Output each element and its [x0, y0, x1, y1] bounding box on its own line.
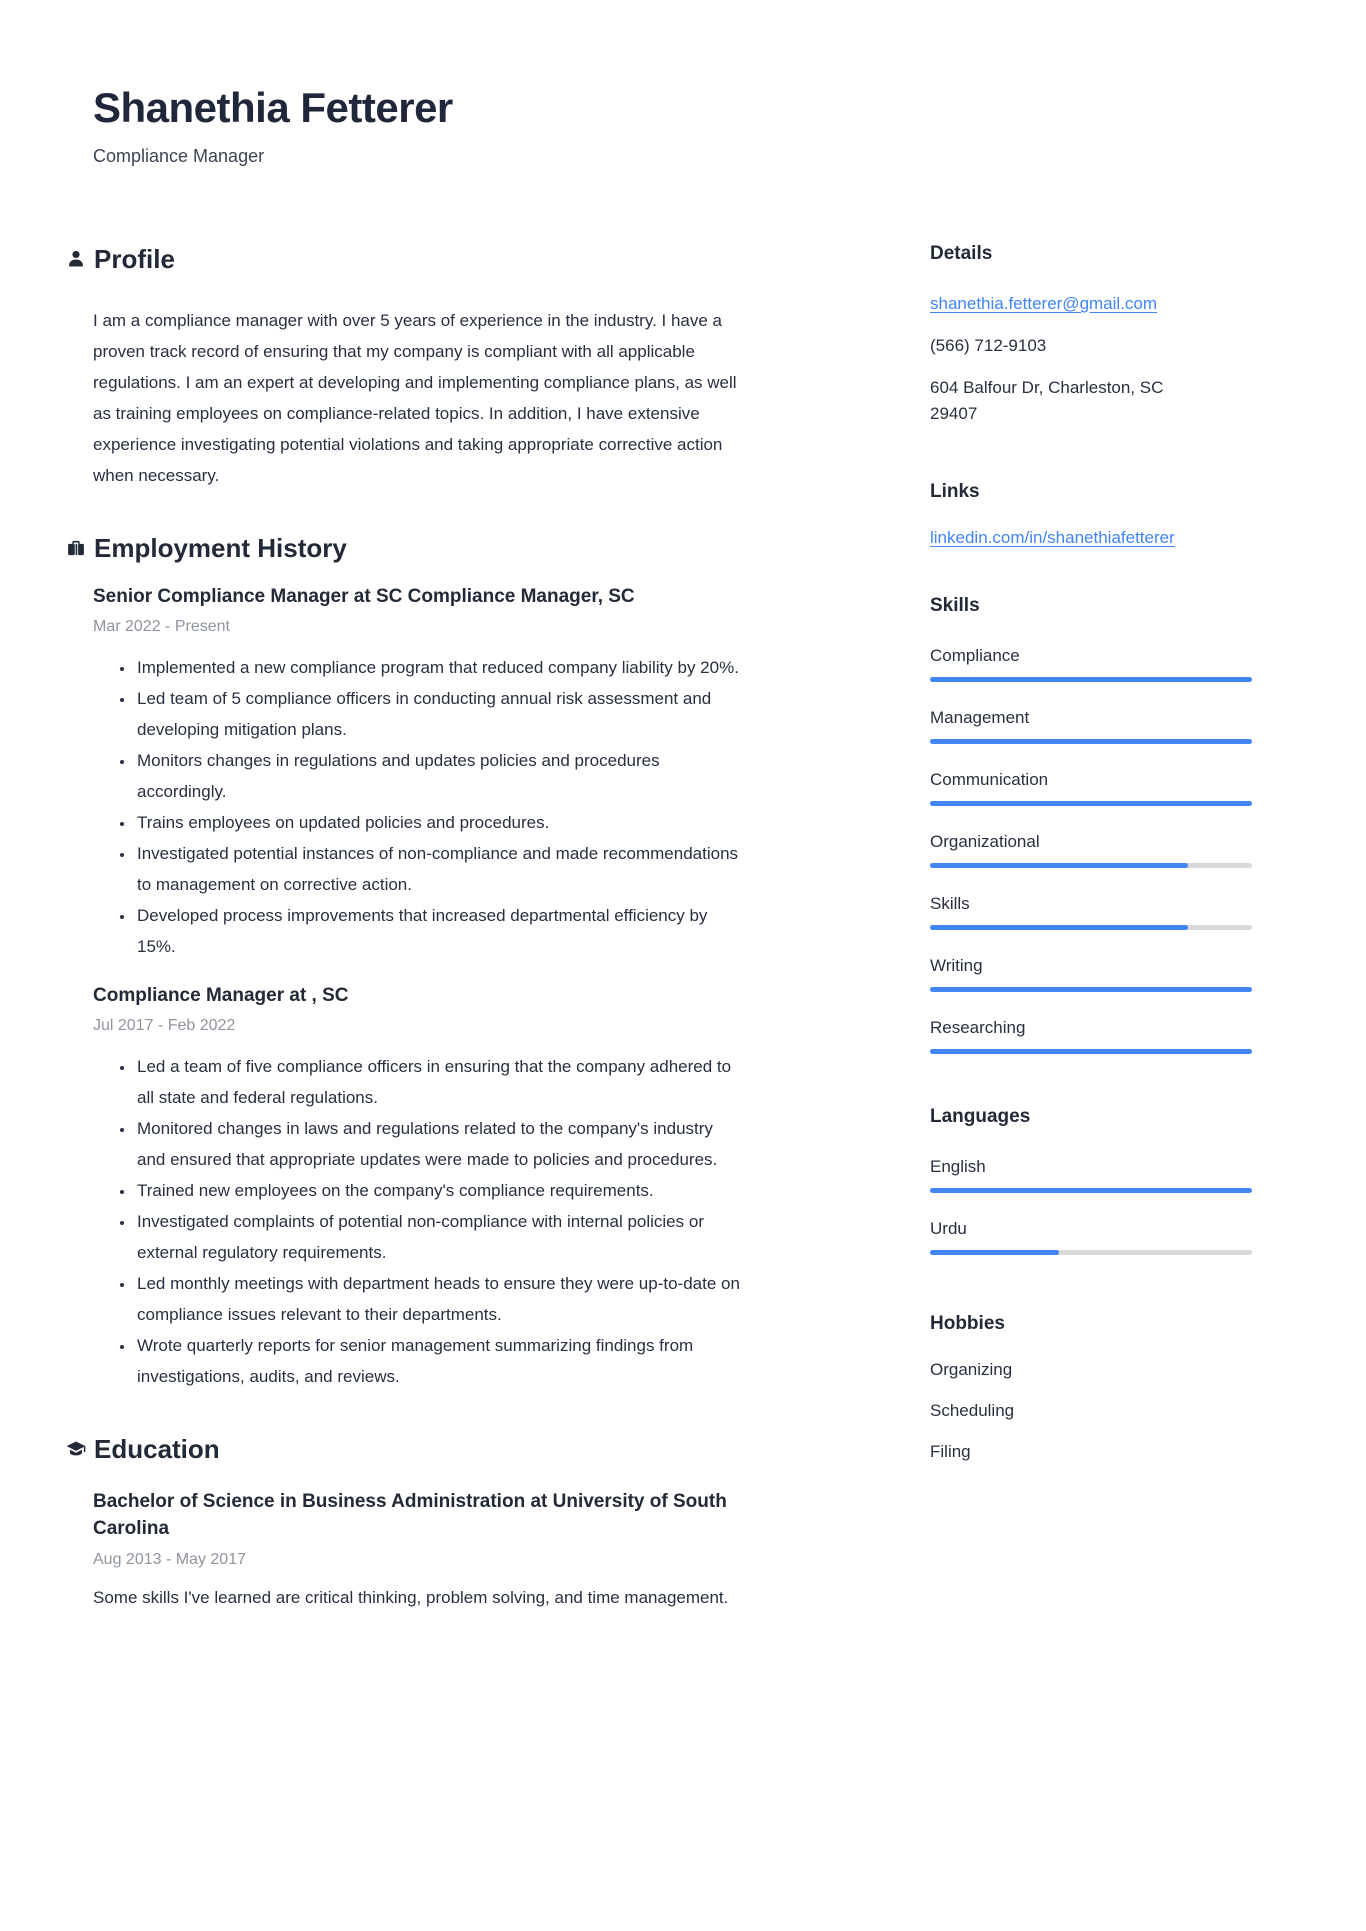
- language-bar: [930, 1188, 1252, 1193]
- skill-bar-fill: [930, 863, 1188, 868]
- education-section: [65, 1434, 740, 1613]
- job-bullet: • Trained new employees on the company's compliance requirements.: [135, 1175, 740, 1206]
- job-entry-senior-compliance-manager: [65, 585, 740, 962]
- language-bar-fill: [930, 1250, 1059, 1255]
- job-bullet: • Trains employees on updated policies and procedures.: [135, 807, 740, 838]
- skill-bar: [930, 925, 1252, 930]
- language-row: [930, 1155, 1252, 1193]
- briefcase-icon: [65, 537, 87, 559]
- hobbies-heading: Hobbies: [930, 1313, 1005, 1334]
- address-line-2: 29407: [930, 404, 978, 423]
- skill-row: [930, 706, 1252, 744]
- skill-label: Researching: [930, 1018, 1026, 1037]
- job-entry-compliance-manager: [65, 984, 740, 1392]
- profile-heading: Profile: [94, 244, 175, 274]
- hobby-list: [930, 1358, 1252, 1464]
- skill-bar: [930, 863, 1252, 868]
- linkedin-link[interactable]: linkedin.com/in/shanethiafetterer: [930, 528, 1175, 547]
- skill-bar-fill: [930, 801, 1252, 806]
- degree-title: Bachelor of Science in Business Administration at University of South Carolina: [93, 1491, 727, 1539]
- skill-row: [930, 830, 1252, 868]
- employment-heading: Employment History: [94, 533, 347, 563]
- education-heading: Education: [94, 1434, 220, 1464]
- skill-bar-fill: [930, 677, 1252, 682]
- language-bar-fill: [930, 1188, 1252, 1193]
- education-dates: Aug 2013 - May 2017: [93, 1551, 246, 1568]
- skill-label: Skills: [930, 894, 970, 913]
- skill-bar-fill: [930, 925, 1188, 930]
- job-dates: Jul 2017 - Feb 2022: [93, 1017, 236, 1034]
- skill-row: [930, 768, 1252, 806]
- languages-heading: Languages: [930, 1106, 1031, 1127]
- resume-header: [65, 86, 740, 169]
- sidebar: [930, 86, 1252, 1464]
- job-bullet: • Led team of 5 compliance officers in conducting annual risk assessment and developing mitigation plans.: [135, 683, 740, 745]
- job-bullet: • Implemented a new compliance program that reduced company liability by 20%.: [135, 652, 740, 683]
- person-name: Shanethia Fetterer: [93, 84, 453, 131]
- skill-label: Organizational: [930, 832, 1040, 851]
- hobby-item: Scheduling: [930, 1401, 1015, 1420]
- job-bullet: • Investigated complaints of potential non-compliance with internal policies or external regulatory requirements.: [135, 1206, 740, 1268]
- job-bullet-list: [93, 1051, 740, 1392]
- details-heading: Details: [930, 243, 993, 264]
- skill-bar: [930, 987, 1252, 992]
- skill-bar: [930, 677, 1252, 682]
- language-bar: [930, 1250, 1252, 1255]
- skill-row: [930, 954, 1252, 992]
- skill-row: [930, 1016, 1252, 1054]
- job-bullet-list: [93, 652, 740, 962]
- skill-label: Compliance: [930, 646, 1020, 665]
- job-bullet: • Developed process improvements that increased departmental efficiency by 15%.: [135, 900, 740, 962]
- skill-row: [930, 892, 1252, 930]
- job-bullet: • Led a team of five compliance officers in ensuring that the company adhered to all state and federal regulations.: [135, 1051, 740, 1113]
- hobby-item: Organizing: [930, 1360, 1013, 1379]
- profile-section: [65, 244, 740, 491]
- skill-row: [930, 644, 1252, 682]
- job-title: Compliance Manager at , SC: [93, 985, 349, 1006]
- language-label: English: [930, 1157, 986, 1176]
- job-bullet: • Wrote quarterly reports for senior management summarizing findings from investigations, audits, and reviews.: [135, 1330, 740, 1392]
- education-description: Some skills I've learned are critical thinking, problem solving, and time management.: [93, 1588, 729, 1607]
- job-bullet: • Led monthly meetings with department heads to ensure they were up-to-date on compliance issues relevant to their departments.: [135, 1268, 740, 1330]
- skill-label: Communication: [930, 770, 1049, 789]
- email-link[interactable]: shanethia.fetterer@gmail.com: [930, 294, 1158, 313]
- language-row: [930, 1217, 1252, 1255]
- skill-bar-fill: [930, 739, 1252, 744]
- graduation-cap-icon: [65, 1438, 87, 1460]
- job-dates: Mar 2022 - Present: [93, 618, 230, 635]
- language-label: Urdu: [930, 1219, 967, 1238]
- employment-section: [65, 533, 740, 1392]
- job-bullet: • Monitored changes in laws and regulations related to the company's industry and ensured that appropriate updates were made to policies and procedures.: [135, 1113, 740, 1175]
- skill-bar: [930, 739, 1252, 744]
- job-bullet: • Investigated potential instances of non-compliance and made recommendations to management on corrective action.: [135, 838, 740, 900]
- hobby-item: Filing: [930, 1442, 971, 1461]
- skill-bar: [930, 1049, 1252, 1054]
- skill-label: Management: [930, 708, 1030, 727]
- skill-bar: [930, 801, 1252, 806]
- address-line-1: 604 Balfour Dr, Charleston, SC: [930, 378, 1164, 397]
- main-column: [65, 86, 740, 1613]
- skill-label: Writing: [930, 956, 983, 975]
- skills-heading: Skills: [930, 595, 980, 616]
- skill-bar-fill: [930, 987, 1252, 992]
- links-heading: Links: [930, 481, 980, 502]
- job-title: Senior Compliance Manager at SC Compliance Manager, SC: [93, 586, 635, 607]
- phone-number: (566) 712-9103: [930, 336, 1047, 355]
- person-icon: [65, 248, 87, 270]
- profile-text: I am a compliance manager with over 5 years of experience in the industry. I have a proven track record of ensuring that my company is compliant with all applicable regulations. I am an expert at developing and implementing compliance plans, as well as training employees on compliance-related topics. In addition, I have extensive experience investigating potential violations and taking appropriate corrective action when necessary.: [93, 311, 737, 485]
- person-job-title: Compliance Manager: [93, 146, 265, 166]
- skill-bar-fill: [930, 1049, 1252, 1054]
- job-bullet: • Monitors changes in regulations and updates policies and procedures accordingly.: [135, 745, 740, 807]
